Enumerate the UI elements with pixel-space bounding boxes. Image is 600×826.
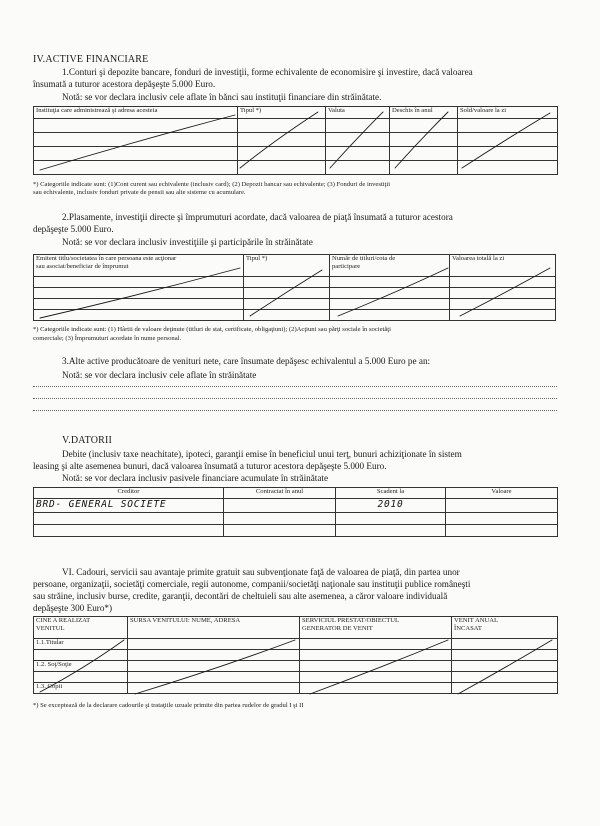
table-row [34, 288, 556, 299]
col-header-shares-line1: Număr de titluri/cota de [332, 255, 396, 262]
col-header-who-line2: VENITUL [36, 625, 65, 632]
col-header-value: Valoare [446, 488, 558, 499]
debt-contracted-year [224, 499, 336, 513]
bank-accounts-table [33, 106, 558, 175]
table-row [34, 310, 556, 321]
row-label-spouse: 1.2. Soţ/Soţie [34, 661, 128, 672]
debts-table [33, 487, 558, 537]
col-header-shares-line2: participare [332, 263, 361, 270]
table-row [34, 525, 558, 537]
table-row [34, 513, 558, 525]
col-header-service-line2: GENERATOR DE VENIT [302, 625, 373, 632]
col-header-currency: Valuta [326, 107, 390, 119]
section-iv-title: IV.ACTIVE FINANCIARE [33, 54, 149, 65]
section-v-p-line1: Debite (inclusiv taxe neachitate), ipoteci, garanţii emise în beneficiul unui terţ, bunuri achiziţionate în sistem [62, 449, 462, 459]
table-row [34, 147, 558, 161]
section-v-title: V.DATORII [62, 435, 113, 446]
investments-table [33, 254, 556, 321]
table-row [34, 277, 556, 288]
section-iv-p1-note: Notă: se vor declara inclusiv cele aflate în bănci sau instituţii financiare din străinătate. [62, 92, 382, 102]
col-header-source: SURSA VENITULUI: NUME, ADRESA [128, 617, 300, 639]
footnote-investment-categories-line2: comerciale; (3) Împrumuturi acordate în nume personal. [33, 335, 182, 342]
debt-value [446, 499, 558, 513]
col-header-total-value: Valoarea totală la zi [450, 255, 556, 277]
table-row [34, 299, 556, 310]
footnote-account-categories-line1: *) Categoriile indicate sunt: (1)Cont curent sau echivalente (inclusiv card); (2) Depozit bancar sau echivalente; (3) Fonduri de investiţii [33, 181, 391, 188]
section-vi-p-line4: depăşeşte 300 Euro*) [33, 603, 113, 613]
table-row [34, 119, 558, 133]
section-vi-p-line3: sau străine, inclusiv burse, credite, garanţii, decontări de cheltuieli sau alte asemenea, a căror valoare individuală [33, 591, 448, 601]
col-header-balance: Sold/valoare la zi [458, 107, 558, 119]
blank-line [33, 410, 557, 411]
row-label-children: 1.3. Copii [34, 683, 128, 694]
col-header-issuer [34, 255, 244, 277]
row-label-titular: 1.1.Titular [34, 639, 128, 650]
col-header-who-line1: CINE A REALIZAT [36, 617, 91, 624]
debt-creditor: BRD- GENERAL SOCIETE [34, 499, 224, 513]
section-iv-p1-line1: 1.Conturi şi depozite bancare, fonduri de investiţii, forme echivalente de economisire şi investire, dacă valoarea [62, 67, 473, 77]
col-header-due-date: Scadent la [336, 488, 446, 499]
col-header-annual-income [452, 617, 558, 639]
table-row [34, 133, 558, 147]
col-header-type: Tipul *) [238, 107, 326, 119]
col-header-service [300, 617, 452, 639]
col-header-annual-income-line2: ÎNCASAT [454, 625, 482, 632]
section-vi-p-line1: VI. Cadouri, servicii sau avantaje primite gratuit sau subvenţionate faţă de valoarea de piaţă, din partea unor [62, 567, 460, 577]
col-header-issuer-line1: Emitent titlu/societatea în care persoana este acţionar [36, 255, 177, 262]
blank-line [33, 386, 557, 387]
blank-line [33, 398, 557, 399]
col-header-institution: Instituţia care administrează şi adresa acesteia [34, 107, 238, 119]
section-v-p-note: Notă: se vor declara inclusiv pasivele financiare acumulate în străinătate [62, 473, 329, 483]
section-iv-p1-line2: însumată a tuturor acestora depăşeşte 5.000 Euro. [33, 79, 216, 89]
table-row [34, 499, 558, 513]
col-header-contracted-year: Contractat în anul [224, 488, 336, 499]
col-header-service-line1: SERVICIUL PRESTAT/OBIECTUL [302, 617, 400, 624]
col-header-type: Tipul *) [244, 255, 330, 277]
table-row [34, 650, 558, 661]
section-iv-p2-line2: depăşeşte 5.000 Euro. [33, 224, 114, 234]
table-row [34, 661, 558, 672]
table-row [34, 161, 558, 175]
col-header-annual-income-line1: VENIT ANUAL [454, 617, 499, 624]
debt-due-date: 2010 [336, 499, 446, 513]
section-iv-p2-note: Notă: se vor declara inclusiv investiţiile şi participările în străinătate [62, 237, 313, 247]
gifts-table [33, 616, 558, 694]
section-iv-p2-line1: 2.Plasamente, investiţii directe şi împrumuturi acordate, dacă valoarea de piaţă însumată a tuturor acestora [62, 212, 453, 222]
section-v-p-line2: leasing şi alte asemenea bunuri, dacă valoarea însumată a tuturor acestora depăşeşte 5.000 Euro. [33, 461, 387, 471]
table-row [34, 672, 558, 683]
table-row [34, 639, 558, 650]
section-iv-p3-note: Notă: se vor declara inclusiv cele aflate în străinătate [62, 370, 257, 380]
footnote-gifts: *) Se exceptează de la declarare cadourile şi trataţiile uzuale primite din partea rudelor de gradul I şi II [33, 702, 304, 709]
table-row [34, 683, 558, 694]
col-header-shares [330, 255, 450, 277]
footnote-account-categories-line2: sau echivalente, inclusiv fonduri private de pensii sau alte sisteme cu acumulare. [33, 189, 246, 196]
section-vi-p-line2: persoane, organizaţii, societăţi comerciale, regii autonome, companii/societăţi naţionale sau instituţii publice româneşti [33, 579, 471, 589]
col-header-opened-year: Deschis în anul [390, 107, 458, 119]
col-header-who [34, 617, 128, 639]
footnote-investment-categories-line1: *) Categoriile indicate sunt: (1) Hârtii de valoare deţinute (titluri de stat, certificate, obligaţiuni); (2)Acţiuni sau părţi sociale în societăţi [33, 326, 391, 333]
col-header-creditor: Creditor [34, 488, 224, 499]
section-iv-p3-line1: 3.Alte active producătoare de venituri nete, care însumate depăşesc echivalentul a 5.000 Euro pe an: [62, 356, 431, 366]
col-header-issuer-line2: sau asociat/beneficiar de împrumut [36, 263, 129, 270]
